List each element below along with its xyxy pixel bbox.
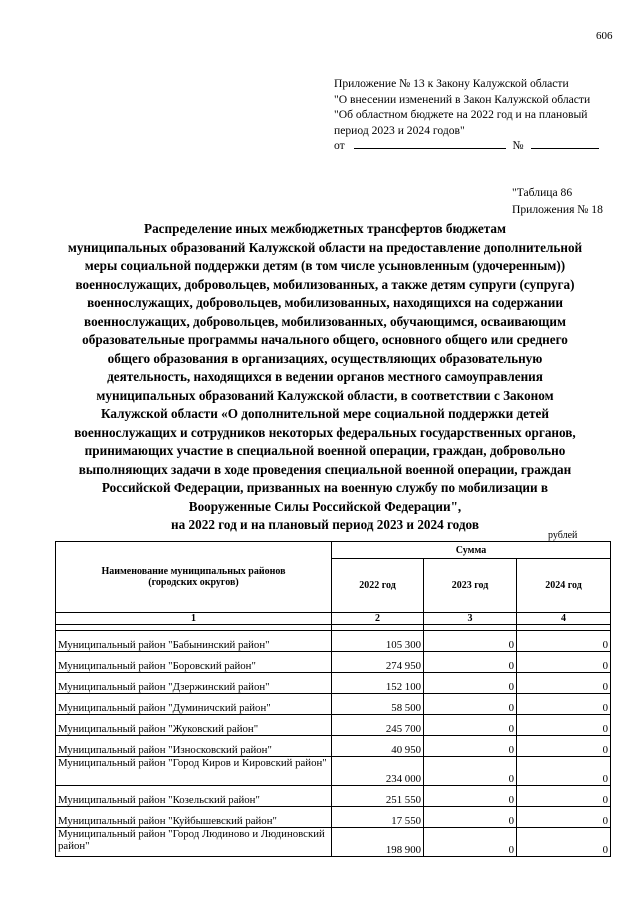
table-row — [56, 631, 611, 652]
transfers-table — [55, 541, 611, 857]
title-line: военнослужащих, добровольцев, мобилизованных, обучающимся, осваивающим — [84, 313, 566, 329]
title-line: образовательные программы начального общего, основного общего или среднего — [82, 332, 568, 347]
title-line: военнослужащих, добровольцев, мобилизованных, находящихся на содержании — [87, 295, 563, 310]
amount-2022-cell: 198 900 — [332, 828, 424, 857]
appendix-line: Приложение № 13 к Закону Калужской области — [334, 77, 569, 90]
title-line: муниципальных образований Калужской области, в соответствии с Законом — [96, 387, 554, 403]
amount-2022-cell: 251 550 — [332, 786, 424, 807]
table-row — [56, 828, 611, 857]
number-label: № — [512, 139, 524, 153]
appendix-header — [334, 76, 599, 154]
table-row — [56, 736, 611, 757]
amount-2023-cell: 0 — [424, 715, 517, 736]
amount-2023-cell: 0 — [424, 631, 517, 652]
amount-2022-cell: 274 950 — [332, 652, 424, 673]
amount-2022-cell: 17 550 — [332, 807, 424, 828]
title-line: Калужской области «О дополнительной мере социальной поддержки детей — [101, 406, 549, 421]
header-name-line: Наименование муниципальных районов — [101, 566, 286, 577]
from-label: от — [334, 139, 345, 153]
amount-2023-cell: 0 — [424, 736, 517, 757]
amount-2023-cell: 0 — [424, 652, 517, 673]
table-row — [56, 757, 611, 786]
amount-2024-cell: 0 — [517, 786, 611, 807]
district-name-cell: Муниципальный район "Бабынинский район" — [56, 631, 332, 652]
header-year-2024: 2024 год — [517, 559, 611, 613]
district-name-cell: Муниципальный район "Город Киров и Кировский район" — [56, 757, 332, 786]
units-label: рублей — [548, 530, 578, 541]
title-line: на 2022 год и на плановый период 2023 и 2024 годов — [171, 517, 479, 532]
page-number: 606 — [596, 30, 613, 42]
table-row — [56, 652, 611, 673]
table-row — [56, 786, 611, 807]
amount-2022-cell: 40 950 — [332, 736, 424, 757]
amount-2024-cell: 0 — [517, 736, 611, 757]
table-row — [56, 807, 611, 828]
table-ref-line: Приложения № 18 — [512, 203, 603, 216]
document-title — [40, 220, 610, 535]
district-name-cell: Муниципальный район "Износковский район" — [56, 736, 332, 757]
amount-2022-cell: 234 000 — [332, 757, 424, 786]
title-line: общего образования в организациях, осуществляющих образовательную — [107, 350, 543, 366]
district-name-cell: Муниципальный район "Боровский район" — [56, 652, 332, 673]
table-row — [56, 694, 611, 715]
title-line: Российской Федерации, призванных на военную службу по мобилизации в — [101, 480, 549, 495]
table-ref-line: "Таблица 86 — [512, 186, 573, 199]
table-reference — [512, 184, 603, 218]
date-blank-line — [354, 139, 506, 149]
number-blank-line — [531, 139, 599, 149]
header-district-name — [56, 542, 332, 613]
title-line: выполняющих задачи в ходе проведения специальной военной операции, граждан — [78, 461, 572, 477]
appendix-line: "О внесении изменений в Закон Калужской области — [334, 92, 591, 106]
amount-2022-cell: 152 100 — [332, 673, 424, 694]
amount-2023-cell: 0 — [424, 757, 517, 786]
district-name-cell: Муниципальный район "Дзержинский район" — [56, 673, 332, 694]
amount-2023-cell: 0 — [424, 673, 517, 694]
title-line: муниципальных образований Калужской области на предоставление дополнительной — [67, 239, 583, 255]
title-line: военнослужащих и сотрудников некоторых федеральных государственных органов, — [74, 424, 576, 440]
column-number: 3 — [424, 613, 517, 625]
table-row — [56, 673, 611, 694]
amount-2022-cell: 245 700 — [332, 715, 424, 736]
title-line: военнослужащих, добровольцев, мобилизованных, а также детям супруги (супруга) — [75, 276, 575, 292]
appendix-line: "Об областном бюджете на 2022 год и на плановый — [334, 108, 588, 122]
amount-2024-cell: 0 — [517, 807, 611, 828]
amount-2024-cell: 0 — [517, 631, 611, 652]
amount-2022-cell: 105 300 — [332, 631, 424, 652]
table-row — [56, 715, 611, 736]
district-name-cell: Муниципальный район "Город Людиново и Людиновский район" — [56, 828, 332, 857]
title-line: меры социальной поддержки детям (в том числе усыновленным (удочеренным)) — [84, 258, 566, 273]
column-number: 2 — [332, 613, 424, 625]
header-name-line: (городских округов) — [148, 577, 239, 588]
amount-2024-cell: 0 — [517, 828, 611, 857]
amount-2024-cell: 0 — [517, 652, 611, 673]
header-year-2023: 2023 год — [424, 559, 517, 613]
title-line: Вооруженные Силы Российской Федерации", — [188, 498, 462, 514]
amount-2022-cell: 58 500 — [332, 694, 424, 715]
amount-2024-cell: 0 — [517, 694, 611, 715]
amount-2024-cell: 0 — [517, 715, 611, 736]
appendix-date-number-line — [334, 138, 599, 154]
district-name-cell: Муниципальный район "Жуковский район" — [56, 715, 332, 736]
amount-2023-cell: 0 — [424, 807, 517, 828]
title-line: деятельность, находящихся в ведении органов местного самоуправления — [107, 369, 543, 384]
header-sum: Сумма — [332, 542, 611, 559]
amount-2023-cell: 0 — [424, 828, 517, 857]
district-name-cell: Муниципальный район "Козельский район" — [56, 786, 332, 807]
amount-2024-cell: 0 — [517, 757, 611, 786]
district-name-cell: Муниципальный район "Думиничский район" — [56, 694, 332, 715]
column-number: 4 — [517, 613, 611, 625]
district-name-cell: Муниципальный район "Куйбышевский район" — [56, 807, 332, 828]
amount-2024-cell: 0 — [517, 673, 611, 694]
title-line: Распределение иных межбюджетных трансфертов бюджетам — [144, 221, 506, 236]
column-number: 1 — [56, 613, 332, 625]
amount-2023-cell: 0 — [424, 786, 517, 807]
appendix-line: период 2023 и 2024 годов" — [334, 123, 465, 137]
amount-2023-cell: 0 — [424, 694, 517, 715]
table-body — [56, 631, 611, 857]
title-line: принимающих участие в специальной военной операции, граждан, добровольно — [84, 443, 566, 458]
header-year-2022: 2022 год — [332, 559, 424, 613]
